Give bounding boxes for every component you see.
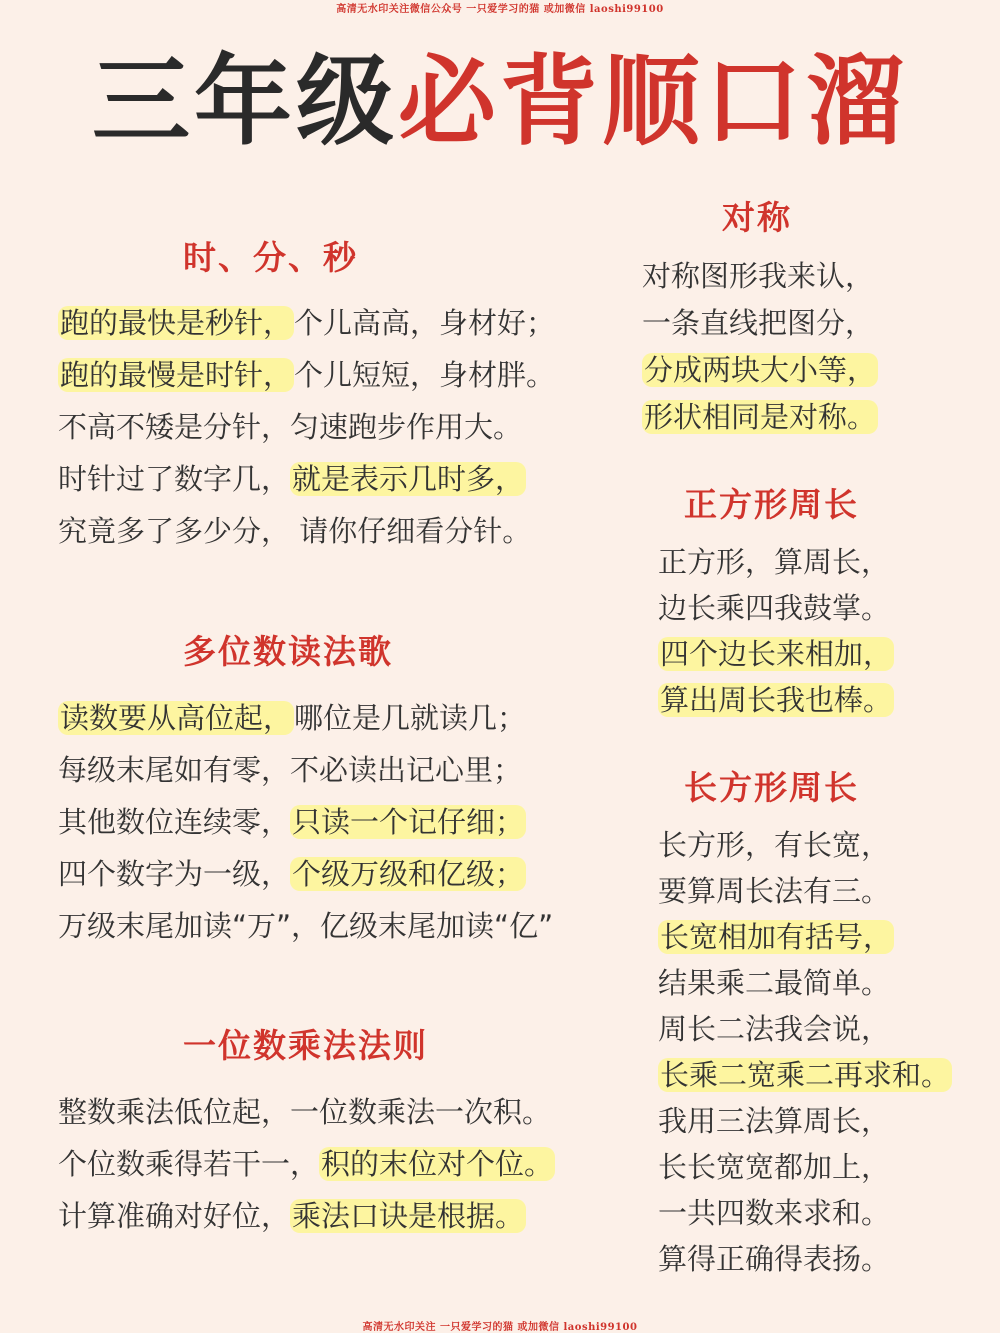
highlighted-text: 只读一个记仔细； bbox=[292, 805, 525, 839]
rhyme-line bbox=[58, 1197, 526, 1235]
rhyme-line bbox=[58, 699, 526, 737]
rhyme-line bbox=[658, 543, 890, 581]
highlighted-text: 读数要从高位起， bbox=[60, 701, 293, 735]
rhyme-line bbox=[58, 512, 531, 550]
highlighted-text: 跑的最快是秒针， bbox=[60, 306, 293, 340]
highlighted-text: 长宽相加有括号， bbox=[660, 920, 893, 954]
highlighted-text: 分成两块大小等， bbox=[644, 353, 877, 387]
plain-text: 个儿高高，身材好； bbox=[294, 306, 556, 340]
rhyme-line bbox=[58, 1093, 551, 1131]
highlighted-text: 乘法口诀是根据。 bbox=[292, 1199, 525, 1233]
rhyme-line bbox=[658, 1056, 952, 1094]
plain-text: 算得正确得表扬。 bbox=[658, 1242, 891, 1276]
plain-text: 万级末尾加读“万”，亿级末尾加读“亿” bbox=[58, 909, 554, 943]
rhyme-line bbox=[658, 1010, 890, 1048]
plain-text: 不高不矮是分针，匀速跑步作用大。 bbox=[58, 410, 523, 444]
rhyme-line bbox=[58, 855, 526, 893]
watermark-bottom: 高清无水印关注 一只爱学习的猫 或加微信 laoshi99100 bbox=[362, 1322, 638, 1333]
rhyme-line bbox=[658, 1194, 890, 1232]
section-heading-rectangle-perimeter: 长方形周长 bbox=[684, 768, 859, 807]
plain-text: 要算周长法有三。 bbox=[658, 874, 891, 908]
rhyme-line bbox=[58, 751, 522, 789]
rhyme-line bbox=[658, 826, 890, 864]
plain-text: 计算准确对好位， bbox=[58, 1199, 291, 1233]
rhyme-line bbox=[642, 257, 874, 295]
watermark-top: 高清无水印关注微信公众号 一只爱学习的猫 或加微信 laoshi99100 bbox=[336, 4, 664, 15]
rhyme-line bbox=[58, 907, 553, 945]
plain-text: 长长宽宽都加上， bbox=[658, 1150, 891, 1184]
plain-text: 对称图形我来认， bbox=[642, 259, 875, 293]
page-title bbox=[0, 42, 1000, 162]
rhyme-line bbox=[58, 304, 555, 342]
section-heading-time: 时、分、秒 bbox=[183, 238, 358, 277]
rhyme-line bbox=[58, 803, 526, 841]
highlighted-text: 四个边长来相加， bbox=[660, 637, 893, 671]
highlighted-text: 算出周长我也棒。 bbox=[660, 683, 893, 717]
plain-text: 个儿短短，身材胖。 bbox=[294, 358, 556, 392]
rhyme-line bbox=[658, 681, 894, 719]
rhyme-line bbox=[658, 635, 894, 673]
plain-text: 四个数字为一级， bbox=[58, 857, 291, 891]
rhyme-line bbox=[642, 304, 874, 342]
rhyme-line bbox=[658, 1102, 890, 1140]
highlighted-text: 长乘二宽乘二再求和。 bbox=[660, 1058, 951, 1092]
plain-text: 周长二法我会说， bbox=[658, 1012, 891, 1046]
plain-text: 整数乘法低位起，一位数乘法一次积。 bbox=[58, 1095, 552, 1129]
plain-text: 一共四数来求和。 bbox=[658, 1196, 891, 1230]
rhyme-line bbox=[658, 1148, 890, 1186]
plain-text: 长方形，有长宽， bbox=[658, 828, 891, 862]
title-red-part: 必背顺口溜 bbox=[398, 45, 909, 159]
rhyme-line bbox=[58, 460, 526, 498]
highlighted-text: 个级万级和亿级； bbox=[292, 857, 525, 891]
plain-text: 每级末尾如有零，不必读出记心里； bbox=[58, 753, 523, 787]
plain-text: 一条直线把图分， bbox=[642, 306, 875, 340]
plain-text: 个位数乘得若干一， bbox=[58, 1147, 320, 1181]
highlighted-text: 就是表示几时多， bbox=[292, 462, 525, 496]
plain-text: 正方形，算周长， bbox=[658, 545, 891, 579]
rhyme-line bbox=[658, 872, 890, 910]
rhyme-line bbox=[58, 408, 522, 446]
plain-text: 边长乘四我鼓掌。 bbox=[658, 591, 891, 625]
section-heading-square-perimeter: 正方形周长 bbox=[684, 485, 859, 524]
section-heading-symmetry: 对称 bbox=[722, 198, 792, 237]
rhyme-line bbox=[658, 918, 894, 956]
rhyme-line bbox=[58, 1145, 555, 1183]
rhyme-line bbox=[642, 351, 878, 389]
plain-text: 结果乘二最简单。 bbox=[658, 966, 891, 1000]
rhyme-line bbox=[658, 1240, 890, 1278]
plain-text: 其他数位连续零， bbox=[58, 805, 291, 839]
rhyme-line bbox=[658, 589, 890, 627]
section-heading-reading-numbers: 多位数读法歌 bbox=[183, 632, 393, 671]
highlighted-text: 形状相同是对称。 bbox=[644, 400, 877, 434]
rhyme-line bbox=[658, 964, 890, 1002]
highlighted-text: 积的末位对个位。 bbox=[321, 1147, 554, 1181]
plain-text: 究竟多了多少分， 请你仔细看分针。 bbox=[58, 514, 532, 548]
rhyme-line bbox=[58, 356, 555, 394]
section-heading-multiplication: 一位数乘法法则 bbox=[183, 1026, 428, 1065]
plain-text: 我用三法算周长， bbox=[658, 1104, 891, 1138]
title-dark-part: 三年级 bbox=[91, 45, 398, 159]
rhyme-line bbox=[642, 398, 878, 436]
highlighted-text: 跑的最慢是时针， bbox=[60, 358, 293, 392]
plain-text: 哪位是几就读几； bbox=[294, 701, 527, 735]
plain-text: 时针过了数字几， bbox=[58, 462, 291, 496]
